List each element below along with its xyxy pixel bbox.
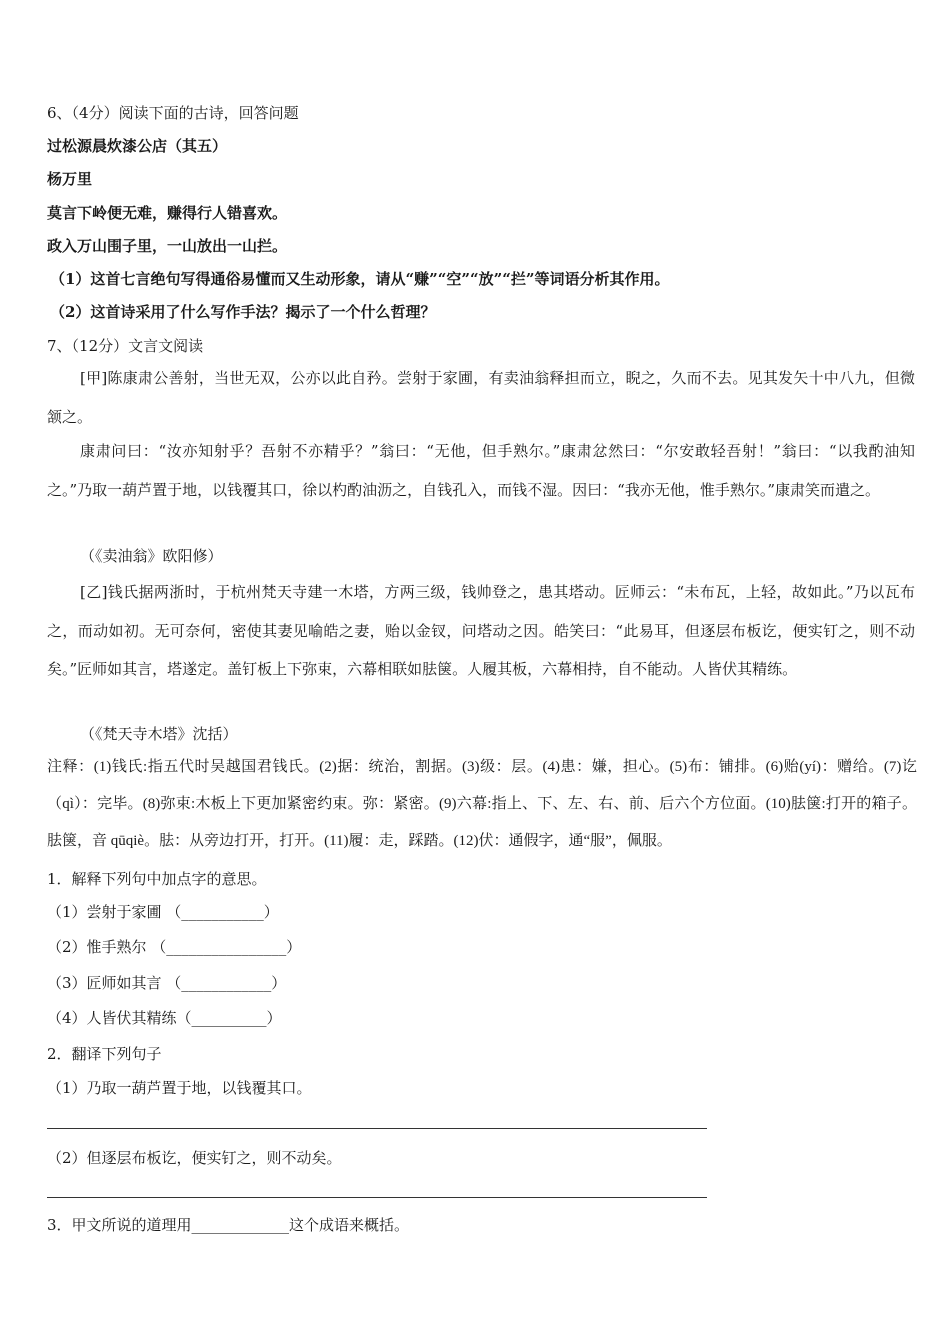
q6-subquestion-1: （1）这首七言绝句写得通俗易懂而又生动形象，请从“赚”“空”“放”“拦”等词语分析其作用。 bbox=[50, 270, 670, 288]
q7-2-item: （1）乃取一葫芦置于地，以钱覆其口。 bbox=[47, 1079, 312, 1097]
q7-3: 3．甲文所说的道理用_____________这个成语来概括。 bbox=[47, 1216, 410, 1234]
answer-line bbox=[47, 1197, 707, 1198]
q7-2-title: 2．翻译下列句子 bbox=[47, 1045, 162, 1063]
q7-1-item: （2）惟手熟尔 （________________） bbox=[47, 938, 302, 956]
passage-jia-paragraph-1: [甲]陈康肃公善射，当世无双，公亦以此自矜。尝射于家圃，有卖油翁释担而立，睨之，久而不去。见其发矢十中八九，但微颔之。 bbox=[47, 369, 915, 426]
passage-jia-source: （《卖油翁》欧阳修） bbox=[80, 547, 223, 565]
q6-header: 6、（4分）阅读下面的古诗，回答问题 bbox=[47, 104, 299, 122]
q7-1-item: （1）尝射于家圃 （___________） bbox=[47, 903, 279, 921]
poem-title: 过松源晨炊漆公店（其五） bbox=[47, 137, 228, 155]
passage-yi-paragraph: [乙]钱氏据两浙时，于杭州梵天寺建一木塔，方两三级，钱帅登之，患其塔动。匠师云：“未布瓦，上轻，故如此。”乃以瓦布之，而动如初。无可奈何，密使其妻见喻皓之妻，贻以金钗，问塔动之因。皓笑曰：“此易耳，但逐层布板讫，便实钉之，则不动矣。”匠师如其言，塔遂定。盖钉板上下弥束，六幕相联如胠箧。人履其板，六幕相持，自不能动。人皆伏其精练。 bbox=[47, 583, 915, 678]
answer-line bbox=[47, 1128, 707, 1129]
annotations: 注释：(1)钱氏:指五代时吴越国君钱氏。(2)据：统治，割据。(3)级：层。(4)患：嫌，担心。(5)布：铺排。(6)贻(yí)：赠给。(7)讫（qì）：完毕。(8)弥束:木板上下更加紧密约束。弥：紧密。(9)六幕:指上、下、左、右、前、后六个方位面。(10)胠箧:打开的箱子。胠箧，音 qūqiè。胠：从旁边打开，打开。(11)履：走，踩踏。(12)伏：通假字，通“服”，佩服。 bbox=[47, 759, 917, 849]
q7-1-item: （3）匠师如其言 （____________） bbox=[47, 974, 287, 992]
q7-2-item: （2）但逐层布板讫，便实钉之，则不动矣。 bbox=[47, 1149, 342, 1167]
poem-line-1: 莫言下岭便无难，赚得行人错喜欢。 bbox=[47, 204, 288, 222]
q7-1-title: 1．解释下列句中加点字的意思。 bbox=[47, 870, 267, 888]
passage-yi-source: （《梵天寺木塔》沈括） bbox=[80, 725, 238, 743]
q6-subquestion-2: （2）这首诗采用了什么写作手法？揭示了一个什么哲理？ bbox=[50, 303, 436, 321]
poem-line-2: 政入万山围子里，一山放出一山拦。 bbox=[47, 237, 288, 255]
passage-jia-paragraph-2: 康肃问曰：“汝亦知射乎？吾射不亦精乎？”翁曰：“无他，但手熟尔。”康肃忿然曰：“尔安敢轻吾射！”翁曰：“以我酌油知之。”乃取一葫芦置于地，以钱覆其口，徐以杓酌油沥之，自钱孔入，而钱不湿。因曰：“我亦无他，惟手熟尔。”康肃笑而遣之。 bbox=[47, 442, 915, 499]
q7-1-item: （4）人皆伏其精练（__________） bbox=[47, 1009, 282, 1027]
poem-author: 杨万里 bbox=[47, 170, 93, 188]
q7-header: 7、（12分）文言文阅读 bbox=[47, 337, 204, 355]
